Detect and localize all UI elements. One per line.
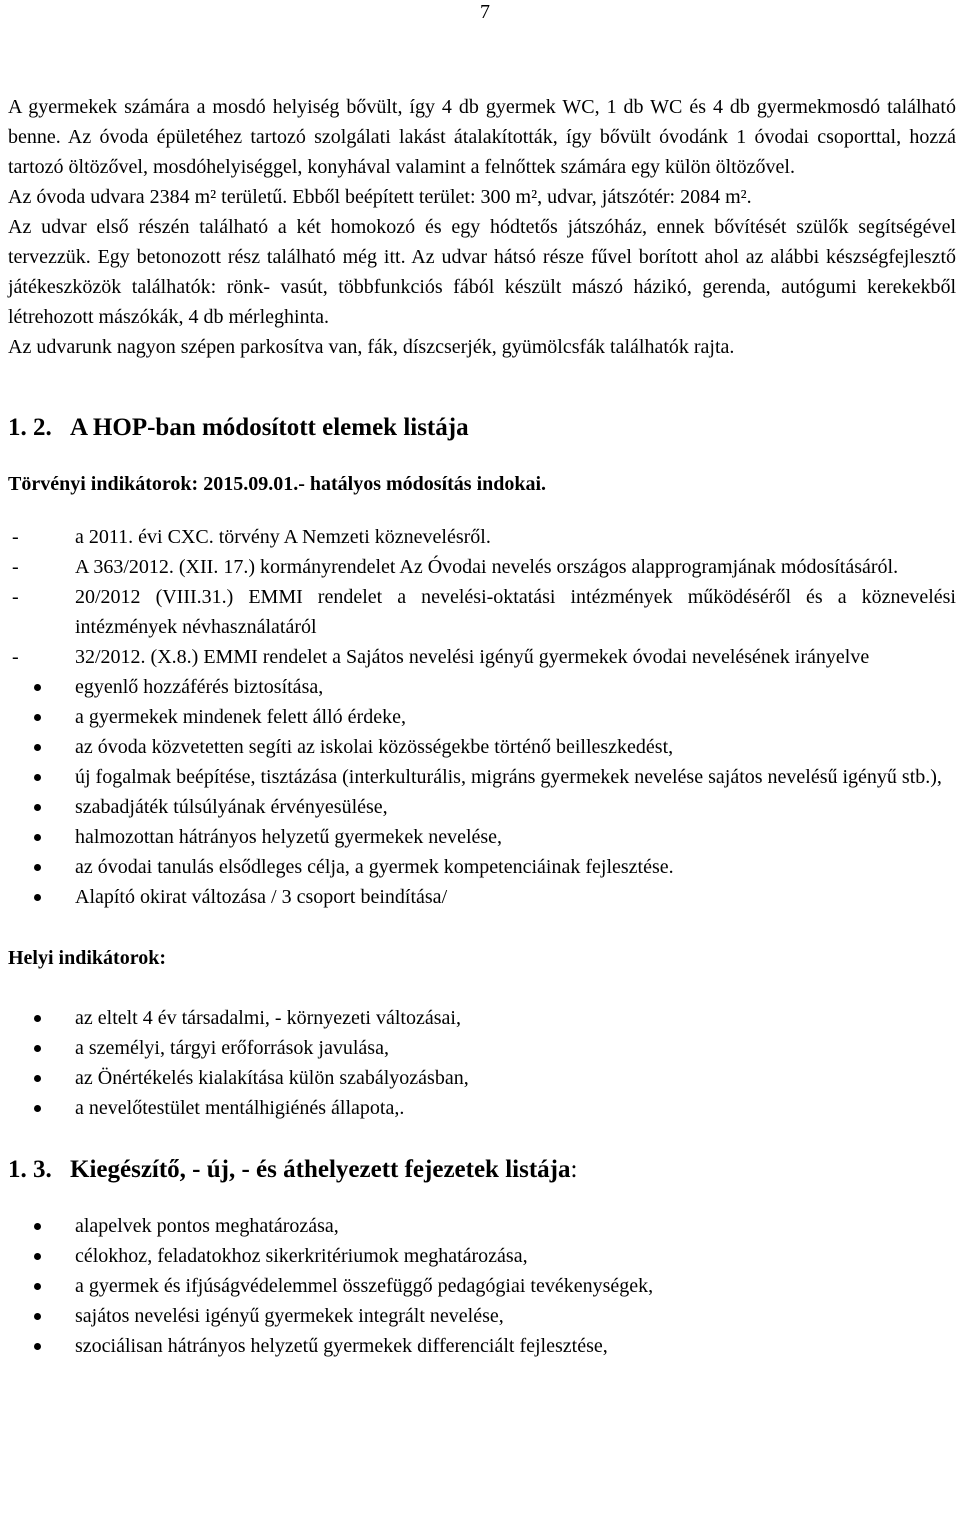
section-number: 1. 2. [8,414,52,441]
document-body [8,92,956,1361]
bullet-icon [34,804,41,811]
bullet-icon [34,894,41,901]
list-item: egyenlő hozzáférés biztosítása, [8,672,956,702]
list-item: - 20/2012 (VIII.31.) EMMI rendelet a nevelési-oktatási intézmények működéséről és a köznevelési intézmények névhasználatáról [12,586,956,638]
section-title-suffix: : [570,1156,578,1183]
list-item: új fogalmak beépítése, tisztázása (interkulturális, migráns gyermekek nevelése sajátos nevelésű igényű stb.), [8,762,956,792]
paragraph-yard-area: Az óvoda udvara 2384 m² területű. Ebből beépített terület: 300 m², udvar, játszótér: 2084 m². [8,186,752,208]
list-item: az eltelt 4 év társadalmi, - környezeti változásai, [8,1003,956,1033]
paragraph-washroom: A gyermekek számára a mosdó helyiség bővült, így 4 db gyermek WC, 1 db WC és 4 db gyermekmosdó található benne. Az óvoda épületéhez tartozó szolgálati lakást átalakították, így bővült óvodánk 1 óvodai csoporttal, hozzá tartozó öltözővel, mosdóhelyiséggel, konyhával valamint a felnőttek számára egy külön öltözővel. [8,96,956,178]
bullet-icon [34,744,41,751]
list-item: halmozottan hátrányos helyzetű gyermekek nevelése, [8,822,956,852]
list-item: - a 2011. évi CXC. törvény A Nemzeti köznevelésről. [12,526,491,548]
page-number: 7 [480,1,490,23]
list-item: a gyermek és ifjúságvédelemmel összefüggő pedagógiai tevékenységek, [8,1271,956,1301]
new-chapters-list [8,1211,956,1361]
bullet-icon [34,1223,41,1230]
bullet-icon [34,1075,41,1082]
section-title: A HOP-ban módosított elemek listája [70,414,469,441]
local-indicators-heading: Helyi indikátorok: [8,947,166,969]
section-title: Kiegészítő, - új, - és áthelyezett fejezetek listája [70,1156,571,1183]
bullet-icon [34,1105,41,1112]
list-item: az Önértékelés kialakítása külön szabályozásban, [8,1063,956,1093]
list-item: - A 363/2012. (XII. 17.) kormányrendelet Az Óvodai nevelés országos alapprogramjának módosításáról. [12,556,899,578]
list-item: célokhoz, feladatokhoz sikerkritériumok meghatározása, [8,1241,956,1271]
list-item: Alapító okirat változása / 3 csoport beindítása/ [8,882,956,912]
paragraph-yard-description: Az udvar első részén található a két homokozó és egy hódtetős játszóház, ennek bővítését szülők segítségével tervezzük. Egy betonozott rész található még itt. Az udvar hátsó része fűvel borított ahol az alábbi készségfejlesztő játékeszközök találhatók: rönk- vasút, többfunkciós fából készült mászó házikó, gerenda, autógumi kerekekből létrehozott mászókák, 4 db mérleghinta. [8,216,956,328]
list-item: sajátos nevelési igényű gyermekek integrált nevelése, [8,1301,956,1331]
bullet-icon [34,1343,41,1350]
list-item: szabadjáték túlsúlyának érvényesülése, [8,792,956,822]
list-item: szociálisan hátrányos helyzetű gyermekek differenciált fejlesztése, [8,1331,956,1361]
paragraph-park: Az udvarunk nagyon szépen parkosítva van, fák, díszcserjék, gyümölcsfák találhatók rajta. [8,336,735,358]
bullet-icon [34,774,41,781]
modification-reasons-list [8,672,956,912]
legal-references-list [8,522,956,672]
bullet-icon [34,684,41,691]
bullet-icon [34,834,41,841]
list-item: a gyermekek mindenek felett álló érdeke, [8,702,956,732]
list-item: - 32/2012. (X.8.) EMMI rendelet a Sajátos nevelési igényű gyermekek óvodai nevelésének irányelve [12,646,870,668]
list-item: az óvoda közvetetten segíti az iskolai közösségekbe történő beilleszkedést, [8,732,956,762]
bullet-icon [34,1015,41,1022]
list-item: alapelvek pontos meghatározása, [8,1211,956,1241]
section-number: 1. 3. [8,1156,52,1183]
local-indicators-list [8,1003,956,1123]
bullet-icon [34,1283,41,1290]
list-item: a személyi, tárgyi erőforrások javulása, [8,1033,956,1063]
bullet-icon [34,1313,41,1320]
bullet-icon [34,1253,41,1260]
bullet-icon [34,864,41,871]
bullet-icon [34,1045,41,1052]
list-item: a nevelőtestület mentálhigiénés állapota,. [8,1093,956,1123]
list-item: az óvodai tanulás elsődleges célja, a gyermek kompetenciáinak fejlesztése. [8,852,956,882]
legal-indicators-heading: Törvényi indikátorok: 2015.09.01.- hatályos módosítás indokai. [8,473,547,495]
section-heading-1-2 [8,413,956,443]
bullet-icon [34,714,41,721]
section-heading-1-3 [8,1155,956,1185]
